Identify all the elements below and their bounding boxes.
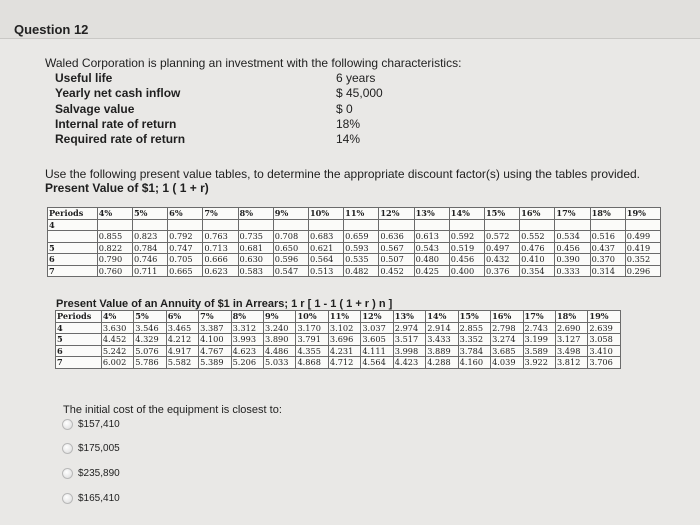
- factor-cell: 0.623: [203, 265, 238, 277]
- factor-cell: 0.792: [168, 231, 203, 243]
- factor-cell: 0.425: [414, 265, 449, 277]
- column-header: 14%: [426, 311, 458, 323]
- period-cell: 6: [48, 254, 98, 266]
- annuity-table: [55, 310, 621, 369]
- column-header: 8%: [238, 208, 273, 220]
- factor-cell: 3.546: [134, 322, 166, 334]
- factor-cell: [97, 219, 132, 231]
- table-row: [56, 357, 621, 369]
- column-header: 12%: [361, 311, 393, 323]
- column-header: 12%: [379, 208, 414, 220]
- factor-cell: [203, 219, 238, 231]
- period-cell: 6: [56, 345, 102, 357]
- factor-cell: 3.889: [426, 345, 458, 357]
- factor-cell: 3.274: [491, 334, 523, 346]
- radio-button[interactable]: [62, 443, 73, 454]
- factor-cell: 5.206: [231, 357, 263, 369]
- present-value-table: [47, 207, 661, 277]
- factor-cell: [379, 219, 414, 231]
- factor-cell: 0.352: [625, 254, 660, 266]
- characteristics-labels: [55, 71, 185, 147]
- factor-cell: 0.400: [449, 265, 484, 277]
- answer-option[interactable]: [62, 468, 120, 479]
- factor-cell: [308, 219, 343, 231]
- factor-cell: 4.868: [296, 357, 328, 369]
- column-header: 7%: [199, 311, 231, 323]
- factor-cell: 0.659: [344, 231, 379, 243]
- factor-cell: 3.998: [393, 345, 425, 357]
- factor-cell: 0.419: [625, 242, 660, 254]
- answer-option[interactable]: [62, 419, 120, 430]
- period-cell: 5: [48, 242, 98, 254]
- answer-option-label: $175,005: [78, 443, 120, 454]
- factor-cell: 0.432: [484, 254, 519, 266]
- factor-cell: 0.516: [590, 231, 625, 243]
- radio-button[interactable]: [62, 419, 73, 430]
- answer-option[interactable]: [62, 493, 120, 504]
- factor-cell: 3.630: [101, 322, 133, 334]
- factor-cell: 0.437: [590, 242, 625, 254]
- factor-cell: 4.100: [199, 334, 231, 346]
- column-header: 18%: [555, 311, 587, 323]
- factor-cell: 3.312: [231, 322, 263, 334]
- factor-cell: 0.390: [555, 254, 590, 266]
- factor-cell: [344, 219, 379, 231]
- column-header: Periods: [48, 208, 98, 220]
- factor-cell: 0.823: [132, 231, 167, 243]
- factor-cell: 4.212: [166, 334, 198, 346]
- table-row: [48, 219, 661, 231]
- factor-cell: 4.160: [458, 357, 490, 369]
- period-cell: 4: [48, 219, 98, 231]
- factor-cell: 0.705: [168, 254, 203, 266]
- factor-cell: [555, 219, 590, 231]
- characteristic-label: Yearly net cash inflow: [55, 86, 181, 101]
- factor-cell: 4.917: [166, 345, 198, 357]
- factor-cell: 0.713: [203, 242, 238, 254]
- table-row: [56, 334, 621, 346]
- table-header-row: [56, 311, 621, 323]
- factor-cell: [449, 219, 484, 231]
- table-row: [48, 231, 661, 243]
- characteristic-label: Salvage value: [55, 101, 135, 116]
- factor-cell: 4.288: [426, 357, 458, 369]
- factor-cell: 0.480: [414, 254, 449, 266]
- factor-cell: 5.033: [264, 357, 296, 369]
- factor-cell: 0.513: [308, 265, 343, 277]
- factor-cell: 0.711: [132, 265, 167, 277]
- answer-option-label: $165,410: [78, 493, 120, 504]
- factor-cell: 3.784: [458, 345, 490, 357]
- factor-cell: 0.499: [625, 231, 660, 243]
- factor-cell: 4.423: [393, 357, 425, 369]
- column-header: 5%: [134, 311, 166, 323]
- factor-cell: 0.592: [449, 231, 484, 243]
- factor-cell: 0.784: [132, 242, 167, 254]
- factor-cell: 3.465: [166, 322, 198, 334]
- question-header: [0, 0, 700, 39]
- factor-cell: 3.240: [264, 322, 296, 334]
- factor-cell: 3.993: [231, 334, 263, 346]
- period-cell: [48, 231, 98, 243]
- factor-cell: 0.572: [484, 231, 519, 243]
- column-header: 10%: [308, 208, 343, 220]
- factor-cell: 4.039: [491, 357, 523, 369]
- factor-cell: [238, 219, 273, 231]
- column-header: 10%: [296, 311, 328, 323]
- factor-cell: 3.696: [328, 334, 360, 346]
- column-header: 14%: [449, 208, 484, 220]
- answer-option-label: $235,890: [78, 468, 120, 479]
- factor-cell: [132, 219, 167, 231]
- column-header: 5%: [132, 208, 167, 220]
- column-header: 17%: [523, 311, 555, 323]
- factor-cell: 0.296: [625, 265, 660, 277]
- factor-cell: 3.102: [328, 322, 360, 334]
- factor-cell: 0.564: [308, 254, 343, 266]
- column-header: 6%: [166, 311, 198, 323]
- factor-cell: 2.855: [458, 322, 490, 334]
- factor-cell: 0.790: [97, 254, 132, 266]
- column-header: 4%: [97, 208, 132, 220]
- radio-button[interactable]: [62, 493, 73, 504]
- factor-cell: 4.486: [264, 345, 296, 357]
- factor-cell: 5.786: [134, 357, 166, 369]
- table-row: [56, 345, 621, 357]
- factor-cell: 0.596: [273, 254, 308, 266]
- factor-cell: 2.690: [555, 322, 587, 334]
- characteristic-label: Useful life: [55, 71, 113, 85]
- factor-cell: 5.582: [166, 357, 198, 369]
- column-header: 11%: [344, 208, 379, 220]
- factor-cell: 5.076: [134, 345, 166, 357]
- factor-cell: 0.636: [379, 231, 414, 243]
- column-header: 9%: [273, 208, 308, 220]
- factor-cell: 0.370: [590, 254, 625, 266]
- column-header: 18%: [590, 208, 625, 220]
- factor-cell: 3.352: [458, 334, 490, 346]
- factor-cell: 0.763: [203, 231, 238, 243]
- factor-cell: 4.355: [296, 345, 328, 357]
- factor-cell: 0.567: [379, 242, 414, 254]
- column-header: 8%: [231, 311, 263, 323]
- factor-cell: [273, 219, 308, 231]
- factor-cell: 4.623: [231, 345, 263, 357]
- table-row: [48, 242, 661, 254]
- factor-cell: 0.650: [273, 242, 308, 254]
- factor-cell: 3.589: [523, 345, 555, 357]
- factor-cell: 0.666: [203, 254, 238, 266]
- factor-cell: 0.452: [379, 265, 414, 277]
- question-title: Question 12: [14, 22, 89, 37]
- factor-cell: 0.482: [344, 265, 379, 277]
- factor-cell: 0.535: [344, 254, 379, 266]
- period-cell: 5: [56, 334, 102, 346]
- table-row: [56, 322, 621, 334]
- factor-cell: 0.376: [484, 265, 519, 277]
- factor-cell: 0.456: [555, 242, 590, 254]
- factor-cell: 0.354: [520, 265, 555, 277]
- column-header: 16%: [520, 208, 555, 220]
- factor-cell: [590, 219, 625, 231]
- factor-cell: 0.822: [97, 242, 132, 254]
- factor-cell: 4.452: [101, 334, 133, 346]
- factor-cell: 0.747: [168, 242, 203, 254]
- factor-cell: 0.760: [97, 265, 132, 277]
- factor-cell: 0.735: [238, 231, 273, 243]
- factor-cell: 3.199: [523, 334, 555, 346]
- factor-cell: 3.387: [199, 322, 231, 334]
- factor-cell: 4.231: [328, 345, 360, 357]
- characteristic-value: $ 45,000: [336, 86, 383, 101]
- factor-cell: 3.410: [588, 345, 621, 357]
- question-prompt: The initial cost of the equipment is closest to:: [63, 404, 282, 416]
- factor-cell: 4.111: [361, 345, 393, 357]
- factor-cell: 3.517: [393, 334, 425, 346]
- factor-cell: 3.922: [523, 357, 555, 369]
- factor-cell: [168, 219, 203, 231]
- factor-cell: 0.519: [449, 242, 484, 254]
- factor-cell: 3.170: [296, 322, 328, 334]
- factor-cell: 0.476: [520, 242, 555, 254]
- factor-cell: 0.665: [168, 265, 203, 277]
- characteristic-value: $ 0: [336, 101, 353, 116]
- characteristic-value: 6 years: [336, 71, 376, 85]
- factor-cell: 4.712: [328, 357, 360, 369]
- table-row: [48, 254, 661, 266]
- factor-cell: 0.547: [273, 265, 308, 277]
- pv-table-title: Present Value of $1; 1 ( 1 + r): [45, 181, 209, 195]
- factor-cell: [484, 219, 519, 231]
- column-header: 17%: [555, 208, 590, 220]
- factor-cell: 3.058: [588, 334, 621, 346]
- factor-cell: 3.037: [361, 322, 393, 334]
- factor-cell: 0.507: [379, 254, 414, 266]
- factor-cell: 0.681: [238, 242, 273, 254]
- characteristic-value: 18%: [336, 116, 361, 131]
- factor-cell: 2.639: [588, 322, 621, 334]
- question-intro: Waled Corporation is planning an investment with the following characteristics:: [45, 56, 462, 70]
- factor-cell: 0.410: [520, 254, 555, 266]
- factor-cell: 0.621: [308, 242, 343, 254]
- factor-cell: 5.389: [199, 357, 231, 369]
- factor-cell: 0.593: [344, 242, 379, 254]
- period-cell: 7: [56, 357, 102, 369]
- column-header: 13%: [393, 311, 425, 323]
- factor-cell: 3.127: [555, 334, 587, 346]
- factor-cell: 0.630: [238, 254, 273, 266]
- table-header-row: [48, 208, 661, 220]
- factor-cell: 2.743: [523, 322, 555, 334]
- characteristic-label: Internal rate of return: [55, 116, 177, 131]
- factor-cell: 3.433: [426, 334, 458, 346]
- factor-cell: [414, 219, 449, 231]
- table-row: [48, 265, 661, 277]
- factor-cell: 0.314: [590, 265, 625, 277]
- factor-cell: 3.791: [296, 334, 328, 346]
- column-header: 15%: [458, 311, 490, 323]
- column-header: Periods: [56, 311, 102, 323]
- column-header: 13%: [414, 208, 449, 220]
- answer-option[interactable]: [62, 443, 120, 454]
- factor-cell: 0.497: [484, 242, 519, 254]
- factor-cell: 6.002: [101, 357, 133, 369]
- characteristic-value: 14%: [336, 132, 361, 147]
- factor-cell: 0.534: [555, 231, 590, 243]
- factor-cell: 0.613: [414, 231, 449, 243]
- factor-cell: 3.498: [555, 345, 587, 357]
- characteristics-values: [336, 71, 383, 147]
- factor-cell: 0.683: [308, 231, 343, 243]
- factor-cell: 0.552: [520, 231, 555, 243]
- factor-cell: 2.798: [491, 322, 523, 334]
- factor-cell: 3.685: [491, 345, 523, 357]
- factor-cell: 3.812: [555, 357, 587, 369]
- factor-cell: 0.543: [414, 242, 449, 254]
- factor-cell: 4.329: [134, 334, 166, 346]
- factor-cell: 3.890: [264, 334, 296, 346]
- column-header: 15%: [484, 208, 519, 220]
- factor-cell: 0.333: [555, 265, 590, 277]
- column-header: 19%: [588, 311, 621, 323]
- factor-cell: 0.746: [132, 254, 167, 266]
- factor-cell: 3.706: [588, 357, 621, 369]
- factor-cell: [625, 219, 660, 231]
- factor-cell: 2.974: [393, 322, 425, 334]
- column-header: 11%: [328, 311, 360, 323]
- characteristic-label: Required rate of return: [55, 132, 186, 147]
- radio-button[interactable]: [62, 468, 73, 479]
- period-cell: 7: [48, 265, 98, 277]
- factor-cell: 0.708: [273, 231, 308, 243]
- annuity-table-title: Present Value of an Annuity of $1 in Arrears; 1 r [ 1 - 1 ( 1 + r ) n ]: [56, 298, 393, 310]
- factor-cell: 4.767: [199, 345, 231, 357]
- factor-cell: 5.242: [101, 345, 133, 357]
- use-tables-instruction: Use the following present value tables, to determine the appropriate discount factor(s) using the tables provided.: [45, 167, 641, 181]
- period-cell: 4: [56, 322, 102, 334]
- factor-cell: [520, 219, 555, 231]
- factor-cell: 3.605: [361, 334, 393, 346]
- factor-cell: 0.855: [97, 231, 132, 243]
- column-header: 9%: [264, 311, 296, 323]
- answer-option-label: $157,410: [78, 419, 120, 430]
- factor-cell: 0.456: [449, 254, 484, 266]
- column-header: 4%: [101, 311, 133, 323]
- factor-cell: 2.914: [426, 322, 458, 334]
- column-header: 16%: [491, 311, 523, 323]
- column-header: 7%: [203, 208, 238, 220]
- column-header: 6%: [168, 208, 203, 220]
- column-header: 19%: [625, 208, 660, 220]
- factor-cell: 4.564: [361, 357, 393, 369]
- factor-cell: 0.583: [238, 265, 273, 277]
